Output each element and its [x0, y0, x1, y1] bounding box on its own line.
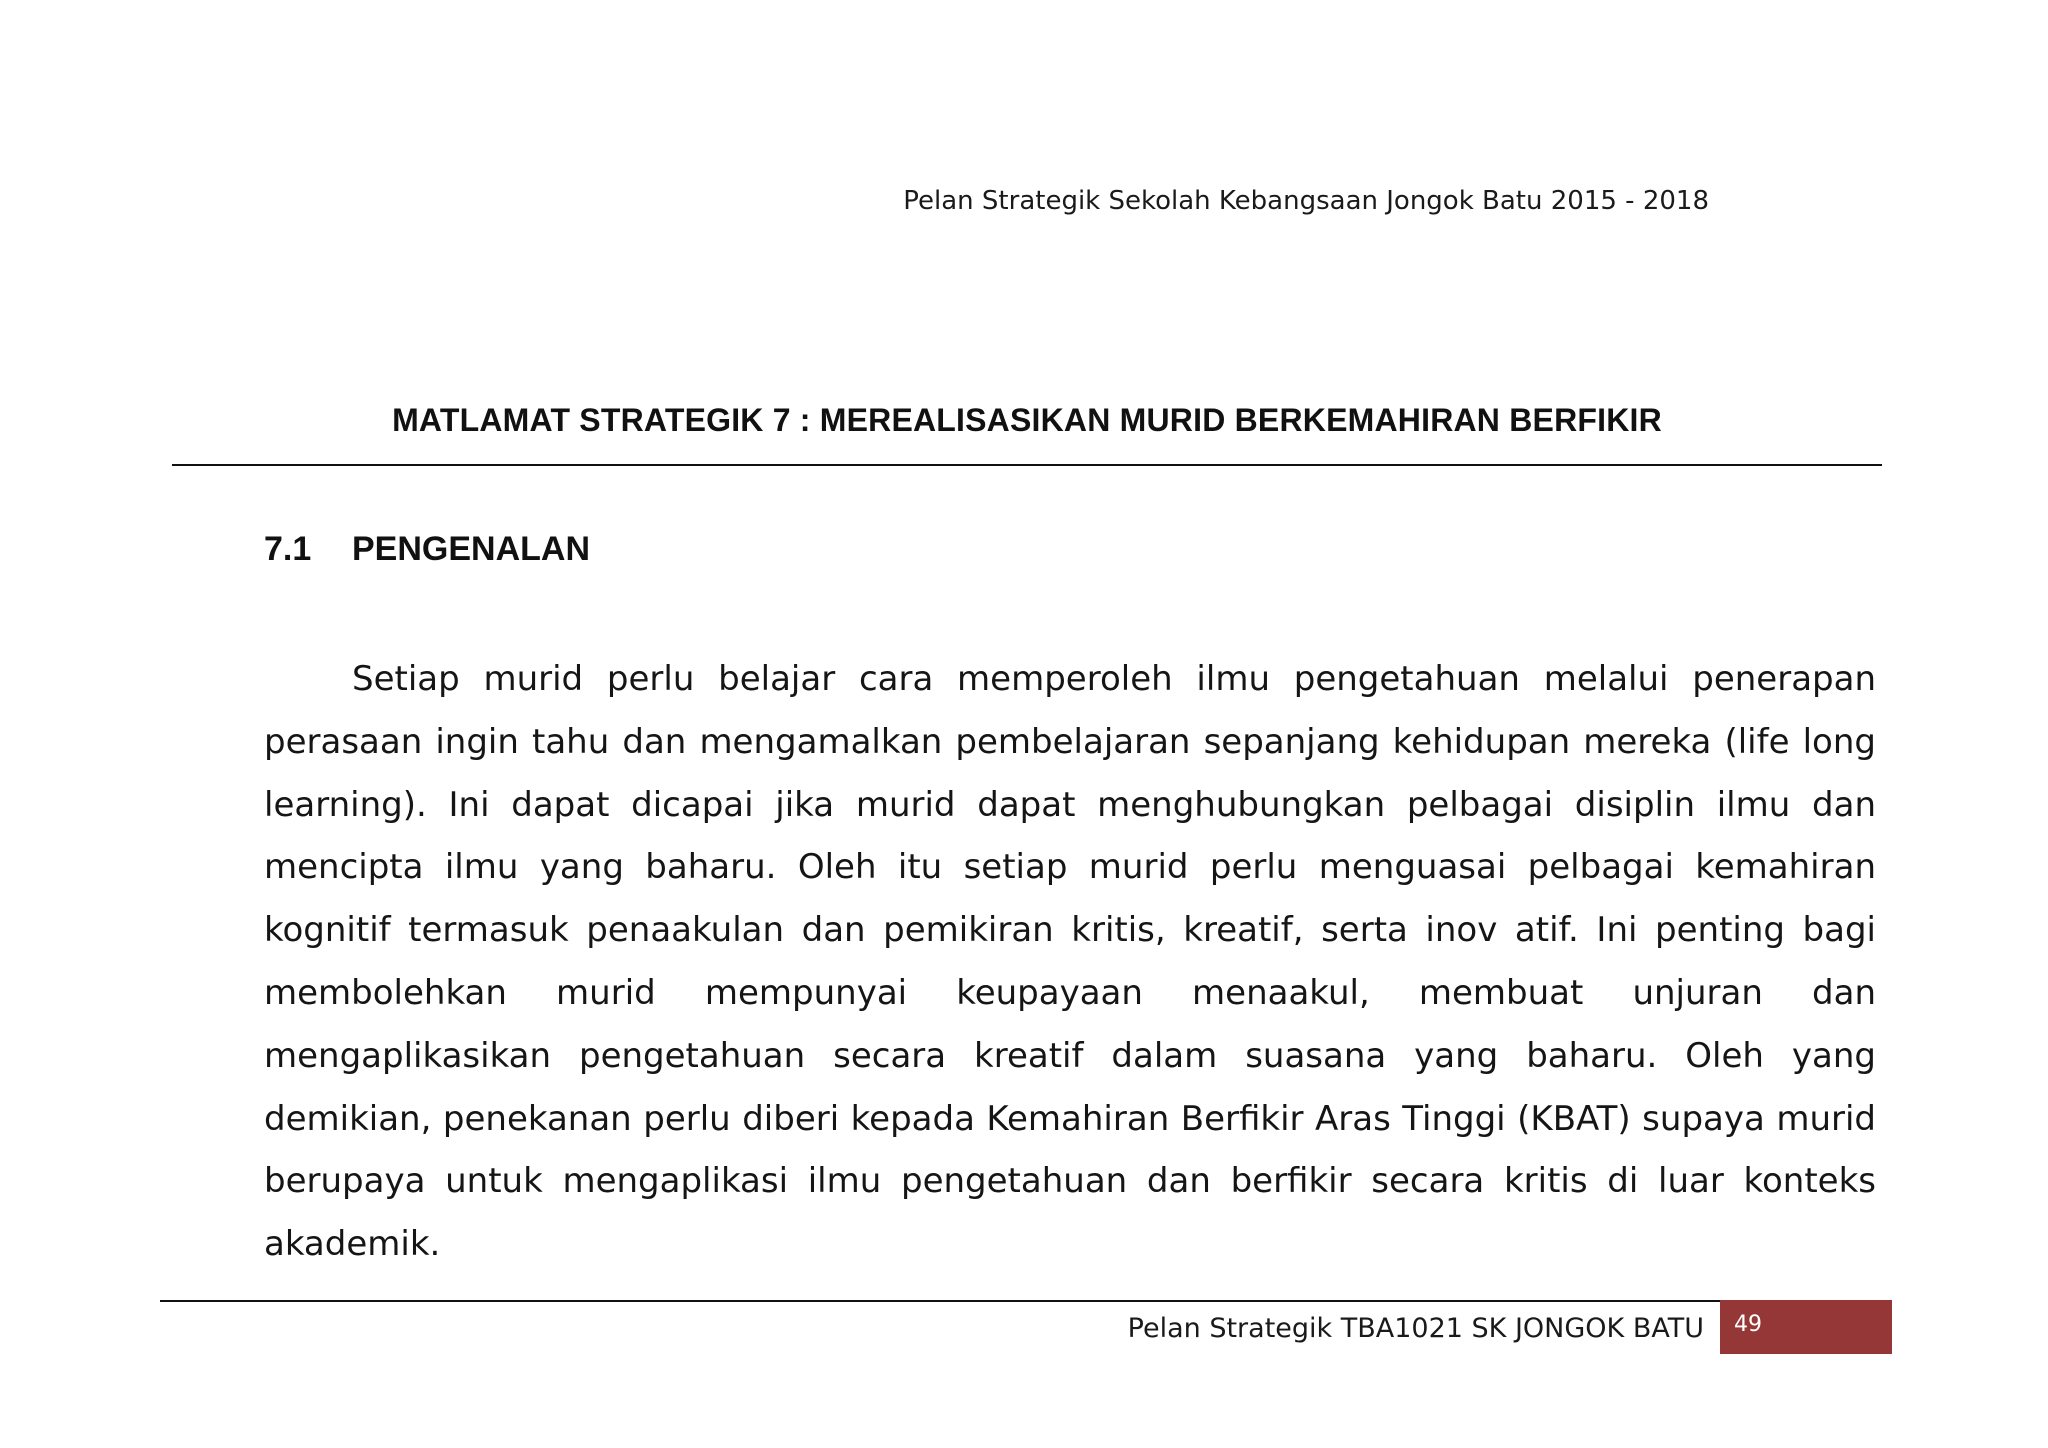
chapter-title: MATLAMAT STRATEGIK 7 : MEREALISASIKAN MURID BERKEMAHIRAN BERFIKIR — [392, 402, 1662, 438]
footer-text: Pelan Strategik TBA1021 SK JONGOK BATU — [1127, 1313, 1704, 1344]
page-number-badge — [1720, 1300, 1892, 1354]
section-number: 7.1 — [264, 530, 312, 568]
page-number: 49 — [1734, 1312, 1762, 1337]
footer-divider — [160, 1300, 1720, 1302]
title-divider — [172, 464, 1882, 466]
section-heading — [264, 530, 590, 569]
section-title: PENGENALAN — [352, 530, 591, 568]
running-header: Pelan Strategik Sekolah Kebangsaan Jongok Batu 2015 - 2018 — [903, 186, 1709, 216]
body-paragraph: Setiap murid perlu belajar cara memperoleh ilmu pengetahuan melalui penerapan perasaan ingin tahu dan mengamalkan pembelajaran sepanjang kehidupan mereka (life long learning). Ini dapat dicapai jika murid dapat menghubungkan pelbagai disiplin ilmu dan mencipta ilmu yang baharu. Oleh itu setiap murid perlu menguasai pelbagai kemahiran kognitif termasuk penaakulan dan pemikiran kritis, kreatif, serta inov atif. Ini penting bagi membolehkan murid mempunyai keupayaan menaakul, membuat unjuran dan mengaplikasikan pengetahuan secara kreatif dalam suasana yang baharu. Oleh yang demikian, penekanan perlu diberi kepada Kemahiran Berfikir Aras Tinggi (KBAT) supaya murid berupaya untuk mengaplikasi ilmu pengetahuan dan berfikir secara kritis di luar konteks akademik. — [264, 659, 1876, 1265]
